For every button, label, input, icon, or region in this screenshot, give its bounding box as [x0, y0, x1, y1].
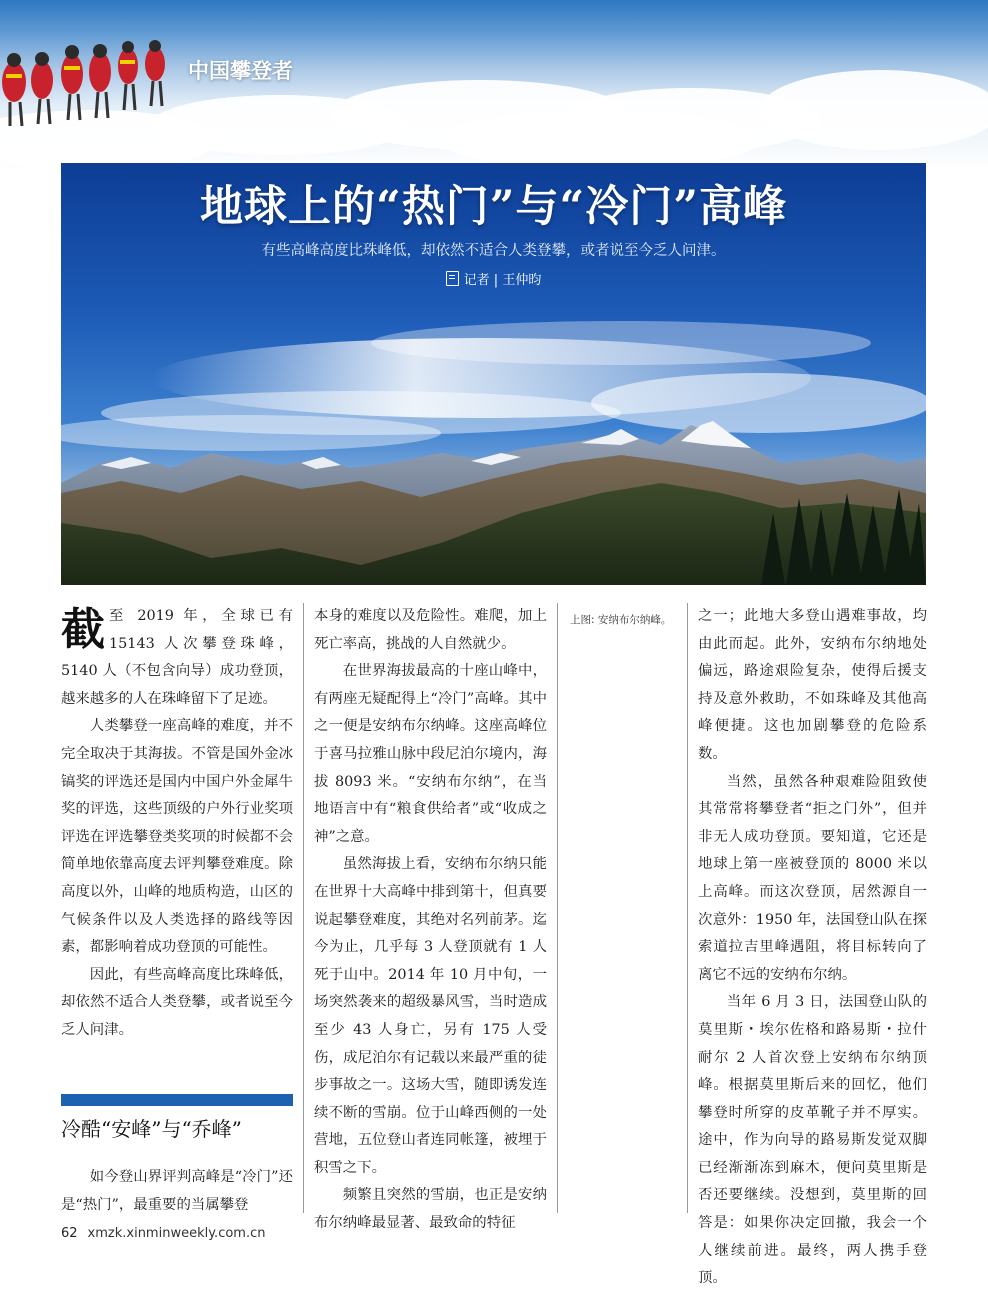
top-cloud-banner: [0, 0, 988, 170]
article-title: 地球上的“热门”与“冷门”高峰: [200, 182, 787, 232]
column-1: [61, 603, 293, 1045]
drop-cap: 截: [61, 604, 105, 655]
page-number: 62: [61, 1226, 78, 1241]
paragraph: 之一；此地大多登山遇难事故，均由此而起。此外，安纳布尔纳地处偏远，路途艰险复杂，使得后援支持及意外救助，不如珠峰及其他高峰便捷。这也加剧攀登的危险系数。: [698, 608, 927, 762]
byline: [61, 269, 926, 288]
paragraph: 当然，虽然各种艰难险阻致使其常常将攀登者“拒之门外”，但并非无人成功登顶。要知道，它还是地球上第一座被登顶的 8000 米以上高峰。而这次登顶，居然源自一次意外：1950 年，法国登山队在探索道拉吉里峰遇阻，将目标转向了离它不远的安纳布尔纳。: [698, 773, 927, 983]
subhead-bar: [61, 1094, 293, 1106]
hero-photo-annapurna: [61, 163, 926, 585]
column-divider: [303, 603, 304, 1213]
intro-text: 至 2019 年，全球已有 15143 人次攀登珠峰，5140 人（不包含向导）成功登顶，越来越多的人在珠峰留下了足迹。: [61, 608, 293, 707]
climbers-illustration: [0, 30, 180, 130]
section-tag: 中国攀登者: [188, 59, 293, 83]
paragraph: 虽然海拔上看，安纳布尔纳只能在世界十大高峰中排到第十，但真要说起攀登难度，其绝对名列前茅。迄今为止，几乎每 3 人登顶就有 1 人死于山中。2014 年 10 月中旬，一场突然袭来的超级暴风雪，当时造成至少 43 人身亡，另有 175 人受伤，成尼泊尔有记载以来最严重的徒步事故之一。这场大雪，随即诱发连续不断的雪崩。位于山峰西侧的一处营地，五位登山者连同帐篷，被埋于积雪之下。: [314, 856, 547, 1176]
paragraph-intro: [61, 603, 293, 713]
column-divider: [557, 603, 558, 1213]
section-subhead: 冷酷“安峰”与“乔峰”: [61, 1117, 242, 1141]
photo-caption: 上图: 安纳布尔纳峰。: [570, 614, 672, 626]
column-3: [698, 603, 927, 1293]
column-2: [314, 603, 547, 1238]
article-subtitle: 有些高峰高度比珠峰低，却依然不适合人类登攀，或者说至今乏人问津。: [261, 243, 726, 259]
column-divider: [687, 603, 688, 1213]
paragraph: 如今登山界评判高峰是“冷门”还是“热门”，最重要的当属攀登: [61, 1169, 293, 1213]
paragraph: 在世界海拔最高的十座山峰中，有两座无疑配得上“冷门”高峰。其中之一便是安纳布尔纳峰。这座高峰位于喜马拉雅山脉中段尼泊尔境内，海拔 8093 米。“安纳布尔纳”，在当地语言中有“粮食供给者”或“收成之神”之意。: [314, 663, 547, 845]
pen-icon: [446, 271, 459, 286]
column-1-continued: [61, 1164, 293, 1219]
byline-text: 记者 | 王仲昀: [463, 273, 542, 288]
paragraph: 频繁且突然的雪崩，也正是安纳布尔纳峰最显著、最致命的特征: [314, 1187, 547, 1232]
paragraph: 本身的难度以及危险性。难爬，加上死亡率高，挑战的人自然就少。: [314, 608, 547, 652]
footer-url: xmzk.xinminweekly.com.cn: [87, 1226, 266, 1241]
page-footer: [61, 1226, 265, 1241]
paragraph: 因此，有些高峰高度比珠峰低，却依然不适合人类登攀，或者说至今乏人问津。: [61, 966, 293, 1038]
paragraph: 当年 6 月 3 日，法国登山队的莫里斯・埃尔佐格和路易斯・拉什耐尔 2 人首次登上安纳布尔纳顶峰。根据莫里斯后来的回忆，他们攀登时所穿的皮革靴子并不厚实。途中，作为向导的路易斯发觉双脚已经渐渐冻到麻木，便问莫里斯是否还要继续。没想到，莫里斯的回答是：如果你决定回撤，我会一个人继续前进。最终，两人携手登顶。: [698, 994, 927, 1287]
paragraph: 人类攀登一座高峰的难度，并不完全取决于其海拔。不管是国外金冰镐奖的评选还是国内中国户外金犀牛奖的评选，这些顶级的户外行业奖项评选在评选攀登类奖项的时候都不会简单地依靠高度去评判攀登难度。除高度以外，山峰的地质构造，山区的气候条件以及人类选择的路线等因素，都影响着成功登顶的可能性。: [61, 718, 293, 956]
